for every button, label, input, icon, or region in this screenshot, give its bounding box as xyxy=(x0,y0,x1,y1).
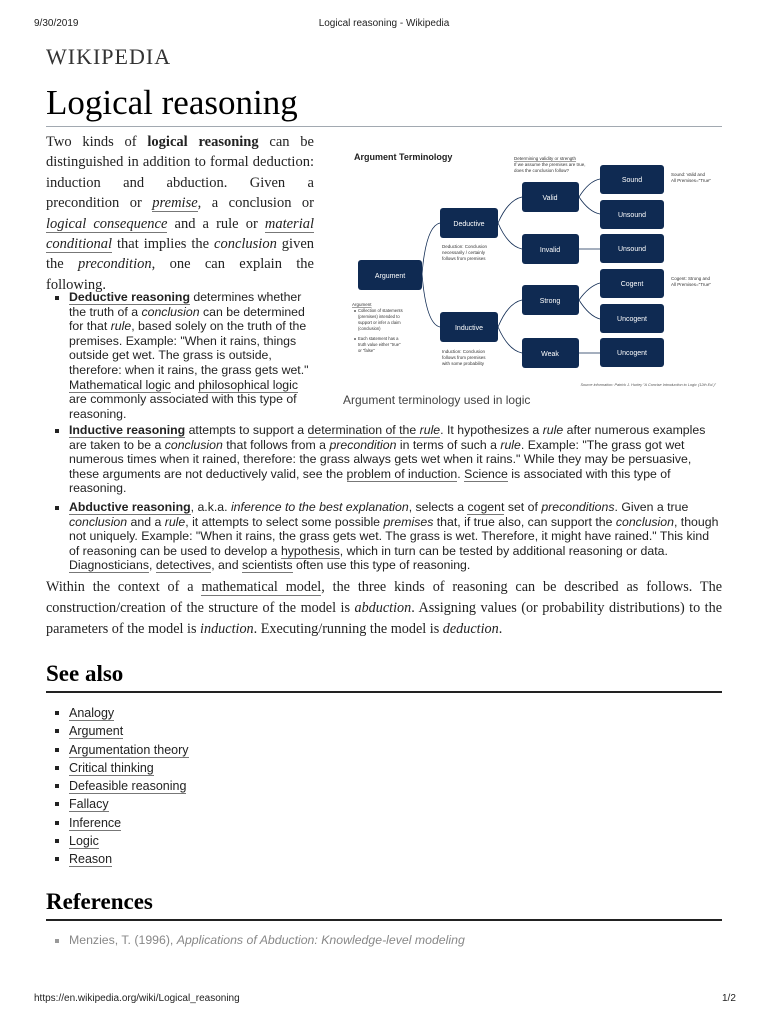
svg-text:Invalid: Invalid xyxy=(539,247,561,254)
svg-text:Deductive: Deductive xyxy=(453,221,485,228)
figure-caption: Argument terminology used in logic xyxy=(343,393,531,407)
deduction-note-3: follows from premises xyxy=(442,256,486,261)
svg-text:Uncogent: Uncogent xyxy=(617,350,647,357)
link-logical-consequence[interactable]: logical consequence xyxy=(46,215,168,232)
wikipedia-logo[interactable]: WIKIPEDIA xyxy=(46,44,172,69)
argument-note-line: support or infer a claim xyxy=(358,320,401,325)
argument-terminology-figure[interactable] xyxy=(336,138,722,410)
link-problem-of-induction[interactable]: problem of induction xyxy=(346,466,458,481)
link-determination-of-the-rule[interactable]: determination of the rule xyxy=(307,423,441,437)
induction-note-2: follows from premises xyxy=(442,355,486,360)
node-unsound-2 xyxy=(600,234,664,263)
svg-text:Weak: Weak xyxy=(541,351,559,358)
svg-text:Unsound: Unsound xyxy=(617,246,647,253)
see-also-item xyxy=(54,759,189,777)
argument-note-title: Argument xyxy=(352,302,372,307)
link-material-conditional[interactable]: material conditional xyxy=(46,215,315,253)
link-cogent[interactable]: cogent xyxy=(467,499,505,514)
link-mathematical-logic[interactable]: Mathematical logic xyxy=(69,377,171,392)
link-deductive-reasoning[interactable]: Deductive reasoning xyxy=(69,290,190,304)
intro-paragraph: Two kinds of logical reasoning can be distinguished in addition to formal deduction: induction and abduction. Given a precondition or premise, a conclusion or logical consequence and a rule or material conditional that implies the conclusion given the precondition, one can explain the following. xyxy=(46,134,315,293)
link-detectives[interactable]: detectives xyxy=(155,558,212,573)
node-valid xyxy=(522,182,579,212)
print-date: 9/30/2019 xyxy=(34,18,79,29)
argument-note-line: or "false" xyxy=(358,348,375,353)
link-argument[interactable]: Argument xyxy=(69,724,124,739)
svg-text:Cogent: Cogent xyxy=(620,281,644,288)
reference-item: Menzies, T. (1996), Applications of Abduction: Knowledge-level modeling xyxy=(54,933,465,947)
reasoning-list-deductive xyxy=(54,290,312,421)
link-defeasible-reasoning[interactable]: Defeasible reasoning xyxy=(69,779,187,794)
link-reason[interactable]: Reason xyxy=(69,852,113,867)
see-also-list xyxy=(54,704,189,869)
link-abductive-reasoning[interactable]: Abductive reasoning xyxy=(69,499,191,514)
svg-text:Argument: Argument xyxy=(374,273,406,280)
induction-note-1: Induction: Conclusion xyxy=(442,349,486,354)
figure-title: Argument Terminology xyxy=(354,152,453,162)
link-diagnosticians[interactable]: Diagnosticians xyxy=(69,558,149,573)
page-title: Logical reasoning xyxy=(46,82,722,127)
figure-source: Source information: Patrick J. Hurley "A Concise Introduction to Logic (12th Ed.)" xyxy=(580,383,716,387)
svg-text:Unsound: Unsound xyxy=(617,212,647,219)
see-also-item xyxy=(54,832,189,850)
print-url: https://en.wikipedia.org/wiki/Logical_reasoning xyxy=(34,993,240,1004)
argument-note-line: Collection of statements xyxy=(358,308,403,313)
references-heading: References xyxy=(46,888,722,921)
node-weak xyxy=(522,338,579,368)
link-critical-thinking[interactable]: Critical thinking xyxy=(69,760,154,775)
argument-note-line: truth value either "true" xyxy=(358,342,401,347)
node-deductive xyxy=(440,208,498,238)
link-argumentation-theory[interactable]: Argumentation theory xyxy=(69,742,189,757)
link-scientists[interactable]: scientists xyxy=(241,558,293,573)
cogent-note-2: All Premises="True" xyxy=(671,282,711,287)
list-item: Inductive reasoning attempts to support a determination of the rule. It hypothesizes a rule after numerous examples are taken to be a conclusion that follows from a precondition in terms of such a rule. Example: "The grass got wet numerous times when it rained, therefore: the grass always gets wet when it rains." While they may be persuasive, these arguments are not deductively valid, see the problem of induction. Science is associated with this type of reasoning. xyxy=(54,423,722,496)
reasoning-list-rest xyxy=(54,423,722,573)
node-strong xyxy=(522,285,579,315)
see-also-heading: See also xyxy=(46,660,722,693)
node-inductive xyxy=(440,312,498,342)
link-hypothesis[interactable]: hypothesis xyxy=(280,543,340,558)
model-paragraph: Within the context of a mathematical model, the three kinds of reasoning can be described as follows. The construction/creation of the structure of the model is abduction. Assigning values (or probability distributions) to the parameters of the model is induction. Executing/running the model is deduction. xyxy=(46,579,722,637)
link-premise[interactable]: premise xyxy=(152,195,198,212)
see-also-item xyxy=(54,850,189,868)
link-inference[interactable]: Inference xyxy=(69,815,122,830)
see-also-item xyxy=(54,741,189,759)
figure-top-note-2: If we assume the premises are true, xyxy=(514,162,586,167)
svg-text:Sound: Sound xyxy=(621,177,643,184)
print-page-title: Logical reasoning - Wikipedia xyxy=(318,18,450,29)
link-science[interactable]: Science xyxy=(464,466,508,481)
figure-top-note-3: does the conclusion follow? xyxy=(514,168,570,173)
figure-top-note-1: Determining validity or strength xyxy=(514,156,577,161)
link-analogy[interactable]: Analogy xyxy=(69,706,115,720)
cogent-note-1: Cogent: Strong and xyxy=(671,276,711,281)
deduction-note-1: Deduction: Conclusion xyxy=(442,244,488,249)
link-fallacy[interactable]: Fallacy xyxy=(69,797,109,812)
list-item: Deductive reasoning determines whether the truth of a conclusion can be determined for that rule, based solely on the truth of the premises. Example: "When it rains, things outside get wet. The grass is outside, therefore: when it rains, the grass gets wet." Mathematical logic and philosophical logic are commonly associated with this type of reasoning. xyxy=(54,290,312,421)
node-cogent xyxy=(600,269,664,298)
see-also-item xyxy=(54,795,189,813)
argument-note-line: Each statement has a xyxy=(358,336,399,341)
see-also-item xyxy=(54,814,189,832)
print-page-number: 1/2 xyxy=(722,993,736,1004)
node-sound xyxy=(600,165,664,194)
link-logic[interactable]: Logic xyxy=(69,834,99,849)
node-unsound-1 xyxy=(600,200,664,229)
svg-text:Strong: Strong xyxy=(539,298,561,305)
sound-note-1: Sound: Valid and xyxy=(671,172,705,177)
see-also-item xyxy=(54,777,189,795)
svg-text:Inductive: Inductive xyxy=(454,325,484,332)
see-also-item xyxy=(54,722,189,740)
node-uncogent-2 xyxy=(600,338,664,367)
node-invalid xyxy=(522,234,579,264)
svg-text:Valid: Valid xyxy=(542,195,558,202)
deduction-note-2: necessarily / certainly xyxy=(442,250,486,255)
link-philosophical-logic[interactable]: philosophical logic xyxy=(198,377,299,392)
see-also-item xyxy=(54,704,189,722)
node-argument xyxy=(358,260,422,290)
link-mathematical-model[interactable]: mathematical model xyxy=(201,579,322,595)
argument-note-line: (conclusion) xyxy=(358,326,381,331)
svg-text:Uncogent: Uncogent xyxy=(617,316,647,323)
sound-note-2: All Premises="True" xyxy=(671,178,711,183)
node-uncogent-1 xyxy=(600,304,664,333)
argument-note-line: (premises) intended to xyxy=(358,314,400,319)
list-item: Abductive reasoning, a.k.a. inference to the best explanation, selects a cogent set of preconditions. Given a true conclusion and a rule, it attempts to select some possible premises that, if true also, can support the conclusion, though not uniquely. Example: "When it rains, the grass gets wet. The grass is wet. Therefore, it might have rained." This kind of reasoning can be used to develop a hypothesis, which in turn can be tested by additional reasoning or data. Diagnosticians, detectives, and scientists often use this type of reasoning. xyxy=(54,500,722,573)
reference-link[interactable]: Applications of Abduction: Knowledge-level modeling xyxy=(176,933,465,947)
link-inductive-reasoning[interactable]: Inductive reasoning xyxy=(69,423,186,437)
induction-note-3: with some probability xyxy=(442,361,485,366)
